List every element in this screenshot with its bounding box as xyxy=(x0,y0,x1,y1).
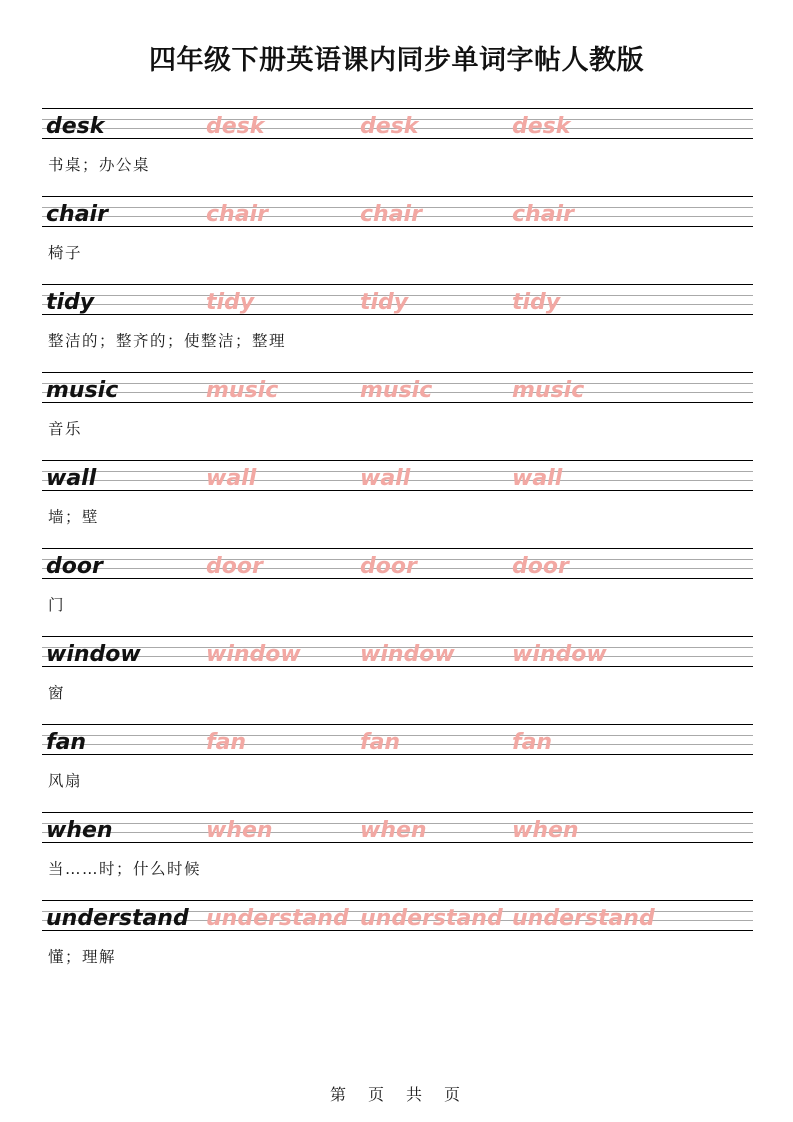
word-meaning: 懂；理解 xyxy=(48,948,117,966)
word-layer xyxy=(42,637,753,668)
trace-word[interactable]: wall xyxy=(206,466,257,491)
trace-word[interactable]: tidy xyxy=(206,290,255,315)
word-entry xyxy=(42,900,753,988)
handwriting-grid xyxy=(42,636,753,667)
handwriting-grid xyxy=(42,284,753,315)
model-word: understand xyxy=(46,906,189,931)
trace-word[interactable]: tidy xyxy=(512,290,561,315)
trace-word[interactable]: door xyxy=(360,554,417,579)
handwriting-grid xyxy=(42,724,753,755)
meaning-row xyxy=(42,755,753,812)
meaning-row xyxy=(42,931,753,988)
meaning-row xyxy=(42,667,753,724)
trace-word[interactable]: wall xyxy=(512,466,563,491)
trace-word[interactable]: tidy xyxy=(360,290,409,315)
trace-word[interactable]: chair xyxy=(360,202,422,227)
page-footer: 第 页 共 页 xyxy=(329,1085,463,1104)
handwriting-grid xyxy=(42,372,753,403)
trace-word[interactable]: window xyxy=(360,642,455,667)
trace-word[interactable]: when xyxy=(360,818,427,843)
word-practice-sheet xyxy=(42,108,753,988)
handwriting-grid xyxy=(42,196,753,227)
word-entry xyxy=(42,372,753,460)
word-entry xyxy=(42,460,753,548)
word-meaning: 窗 xyxy=(48,684,66,702)
word-layer xyxy=(42,549,753,580)
word-entry xyxy=(42,284,753,372)
trace-word[interactable]: chair xyxy=(206,202,268,227)
trace-word[interactable]: window xyxy=(512,642,607,667)
word-meaning: 当……时；什么时候 xyxy=(48,860,202,878)
word-layer xyxy=(42,461,753,492)
trace-word[interactable]: music xyxy=(512,378,585,403)
trace-word[interactable]: door xyxy=(206,554,263,579)
model-word: tidy xyxy=(46,290,95,315)
trace-word[interactable]: window xyxy=(206,642,301,667)
word-entry xyxy=(42,548,753,636)
trace-word[interactable]: fan xyxy=(360,730,401,755)
word-layer xyxy=(42,197,753,228)
model-word: fan xyxy=(46,730,87,755)
meaning-row xyxy=(42,579,753,636)
meaning-row xyxy=(42,315,753,372)
trace-word[interactable]: when xyxy=(512,818,579,843)
trace-word[interactable]: music xyxy=(360,378,433,403)
trace-word[interactable]: understand xyxy=(206,906,349,931)
model-word: wall xyxy=(46,466,97,491)
word-layer xyxy=(42,901,753,932)
word-entry xyxy=(42,724,753,812)
word-layer xyxy=(42,813,753,844)
meaning-row xyxy=(42,491,753,548)
trace-word[interactable]: wall xyxy=(360,466,411,491)
word-layer xyxy=(42,109,753,140)
word-layer xyxy=(42,725,753,756)
page-title: 四年级下册英语课内同步单词字帖人教版 xyxy=(149,45,644,76)
model-word: door xyxy=(46,554,103,579)
word-layer xyxy=(42,373,753,404)
model-word: when xyxy=(46,818,113,843)
handwriting-grid xyxy=(42,548,753,579)
word-meaning: 风扇 xyxy=(48,772,83,790)
meaning-row xyxy=(42,843,753,900)
word-meaning: 音乐 xyxy=(48,420,83,438)
meaning-row xyxy=(42,139,753,196)
trace-word[interactable]: understand xyxy=(360,906,503,931)
trace-word[interactable]: chair xyxy=(512,202,574,227)
word-meaning: 书桌；办公桌 xyxy=(48,156,151,174)
word-entry xyxy=(42,812,753,900)
word-entry xyxy=(42,196,753,284)
model-word: chair xyxy=(46,202,108,227)
trace-word[interactable]: fan xyxy=(512,730,553,755)
model-word: window xyxy=(46,642,141,667)
word-layer xyxy=(42,285,753,316)
meaning-row xyxy=(42,227,753,284)
trace-word[interactable]: understand xyxy=(512,906,655,931)
trace-word[interactable]: desk xyxy=(360,114,419,139)
handwriting-grid xyxy=(42,812,753,843)
trace-word[interactable]: desk xyxy=(206,114,265,139)
word-entry xyxy=(42,636,753,724)
trace-word[interactable]: when xyxy=(206,818,273,843)
trace-word[interactable]: music xyxy=(206,378,279,403)
handwriting-grid xyxy=(42,900,753,931)
model-word: desk xyxy=(46,114,105,139)
handwriting-grid xyxy=(42,460,753,491)
trace-word[interactable]: desk xyxy=(512,114,571,139)
word-meaning: 椅子 xyxy=(48,244,83,262)
trace-word[interactable]: fan xyxy=(206,730,247,755)
model-word: music xyxy=(46,378,119,403)
word-meaning: 墙；壁 xyxy=(48,508,100,526)
trace-word[interactable]: door xyxy=(512,554,569,579)
word-meaning: 整洁的；整齐的；使整洁；整理 xyxy=(48,332,287,350)
handwriting-grid xyxy=(42,108,753,139)
word-meaning: 门 xyxy=(48,596,66,614)
word-entry xyxy=(42,108,753,196)
meaning-row xyxy=(42,403,753,460)
